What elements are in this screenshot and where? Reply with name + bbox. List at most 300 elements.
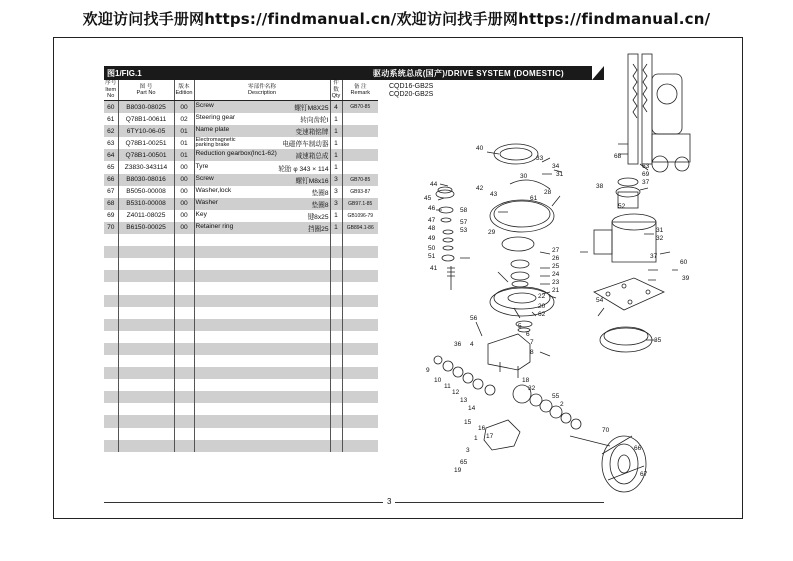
cell-item: 70 [104, 222, 118, 234]
table-row [104, 234, 378, 246]
cell-edition [174, 379, 194, 391]
cell-qty [330, 343, 342, 355]
cell-remark [342, 113, 378, 125]
callout-number: 49 [428, 235, 436, 242]
cell-qty [330, 403, 342, 415]
cell-qty [330, 379, 342, 391]
callout-number: 40 [476, 145, 484, 152]
cell-remark [342, 428, 378, 440]
table-row [104, 198, 378, 210]
cell-item: 68 [104, 198, 118, 210]
cell-description [194, 367, 330, 379]
cell-remark [342, 355, 378, 367]
callout-number: 13 [460, 397, 468, 404]
cell-edition: 00 [174, 222, 194, 234]
cell-edition [174, 428, 194, 440]
callout-number: 35 [654, 337, 662, 344]
description-cn: 挡圈25 [307, 225, 329, 233]
cell-remark: GB894.1-86 [342, 222, 378, 234]
description-en: Reduction gearbox(lnc1-62) [195, 150, 277, 158]
cell-item [104, 307, 118, 319]
table-header-row [104, 80, 378, 101]
callout-number: 31 [556, 171, 564, 178]
callout-number: 2 [560, 401, 564, 408]
cell-edition: 00 [174, 161, 194, 173]
cell-item [104, 428, 118, 440]
table-row [104, 161, 378, 173]
callout-number: 57 [460, 219, 468, 226]
cell-edition [174, 246, 194, 258]
cell-description [194, 282, 330, 294]
page-number: 3 [383, 497, 395, 506]
cell-item: 69 [104, 210, 118, 222]
callout-number: 29 [488, 229, 496, 236]
column-header-part: 图 号 Part No [118, 80, 174, 101]
callout-number: 60 [680, 259, 688, 266]
cell-remark [342, 319, 378, 331]
cell-item [104, 440, 118, 452]
cell-description [194, 307, 330, 319]
cell-part-no [118, 367, 174, 379]
cell-qty [330, 246, 342, 258]
description-cn: 螺钉M8X25 [294, 105, 329, 113]
callout-number: 24 [552, 271, 560, 278]
cell-remark [342, 270, 378, 282]
cell-description [194, 174, 330, 186]
figure-title: 驱动系统总成(国产)/DRIVE SYSTEM (DOMESTIC) [372, 69, 564, 78]
callout-number: 22 [538, 293, 546, 300]
description-cn: 螺钉M8x16 [295, 177, 329, 185]
cell-remark [342, 161, 378, 173]
callout-number: 23 [552, 279, 560, 286]
cell-remark [342, 343, 378, 355]
cell-part-no [118, 307, 174, 319]
table-row [104, 101, 378, 114]
cell-edition: 00 [174, 186, 194, 198]
cell-part-no [118, 282, 174, 294]
cell-description [194, 137, 330, 149]
callout-number: 1 [474, 435, 478, 442]
callout-number: 37 [650, 253, 658, 260]
table-row [104, 428, 378, 440]
cell-remark [342, 149, 378, 161]
callout-number: 66 [634, 445, 642, 452]
cell-description [194, 428, 330, 440]
table-row [104, 210, 378, 222]
cell-remark: GB1096-79 [347, 212, 374, 219]
cell-description [194, 125, 330, 137]
cell-qty: 1 [330, 161, 342, 173]
cell-remark [342, 379, 378, 391]
callout-number: 19 [454, 467, 462, 474]
callout-number: 7 [530, 339, 534, 346]
cell-part-no [118, 428, 174, 440]
callout-number: 34 [552, 163, 560, 170]
cell-remark: GB70-85 [342, 174, 378, 186]
cell-edition [174, 403, 194, 415]
table-row [104, 343, 378, 355]
cell-description [194, 270, 330, 282]
callout-number: 48 [428, 225, 436, 232]
callout-number: 39 [682, 275, 690, 282]
cell-item [104, 270, 118, 282]
cell-remark: GB97.1-85 [342, 198, 378, 210]
cell-remark [342, 258, 378, 270]
callout-number: 16 [478, 425, 486, 432]
cell-description [194, 210, 330, 222]
description-en: Tyre [195, 162, 209, 170]
cell-qty [330, 391, 342, 403]
callout-number: 56 [470, 315, 478, 322]
callout-number: 41 [430, 265, 438, 272]
cell-description [194, 234, 330, 246]
cell-item [104, 403, 118, 415]
cell-item: 61 [104, 113, 118, 125]
callout-number: 10 [434, 377, 442, 384]
table-row [104, 149, 378, 161]
cell-qty: 3 [330, 198, 342, 210]
table-row [104, 113, 378, 125]
cell-part-no [118, 355, 174, 367]
callout-number: 25 [552, 263, 560, 270]
cell-qty [330, 331, 342, 343]
cell-qty [330, 415, 342, 427]
description-cn: 电磁停车制动器 [282, 140, 329, 148]
callout-number: 63 [642, 163, 650, 170]
cell-edition: 02 [174, 113, 194, 125]
cell-edition [174, 270, 194, 282]
callout-number: 30 [520, 173, 528, 180]
description-en: Name plate [195, 126, 230, 134]
cell-remark [342, 367, 378, 379]
cell-item: 64 [104, 149, 118, 161]
cell-edition [174, 355, 194, 367]
callout-number: 28 [544, 189, 552, 196]
column-header-description: 零部件名称 Description [194, 80, 330, 101]
cell-description [194, 222, 330, 234]
cell-description [194, 391, 330, 403]
cell-edition: 01 [174, 125, 194, 137]
cell-description [194, 149, 330, 161]
description-cn: 轮胎 φ 343 × 114 [278, 165, 329, 173]
cell-qty: 3 [330, 174, 342, 186]
cell-item [104, 367, 118, 379]
table-row [104, 174, 378, 186]
cell-edition [174, 440, 194, 452]
table-row [104, 331, 378, 343]
cell-item: 65 [104, 161, 118, 173]
table-row [104, 186, 378, 198]
parts-table [104, 80, 378, 452]
cell-item [104, 391, 118, 403]
cell-remark [342, 440, 378, 452]
footer-rule [104, 502, 604, 503]
cell-edition [174, 415, 194, 427]
callout-number: 54 [596, 297, 604, 304]
callout-number: 32 [656, 235, 664, 242]
cell-edition [174, 367, 194, 379]
callout-number: 55 [552, 393, 560, 400]
column-header-remark: 备 注 Remark [342, 80, 378, 101]
cell-item: 66 [104, 174, 118, 186]
callout-number: 47 [428, 217, 436, 224]
cell-description [194, 379, 330, 391]
cell-edition [174, 295, 194, 307]
cell-qty: 1 [330, 149, 342, 161]
cell-qty [330, 270, 342, 282]
callout-number: 20 [538, 303, 546, 310]
callout-number: 61 [530, 195, 538, 202]
cell-item [104, 343, 118, 355]
cell-remark [342, 307, 378, 319]
cell-part-no [118, 379, 174, 391]
cell-remark [342, 234, 378, 246]
cell-part-no [118, 258, 174, 270]
cell-description [194, 258, 330, 270]
cell-description [194, 101, 330, 114]
cell-part-no: B5310-00008 [118, 198, 174, 210]
table-row [104, 258, 378, 270]
column-header-item: 序号 Item No [105, 80, 117, 100]
cell-qty: 3 [330, 186, 342, 198]
cell-item [104, 234, 118, 246]
cell-remark: GB93-87 [350, 188, 371, 195]
cell-remark [342, 246, 378, 258]
cell-edition [174, 307, 194, 319]
callout-number: 44 [430, 181, 438, 188]
cell-edition: 00 [174, 210, 194, 222]
description-en: Washer [195, 198, 218, 206]
callout-number: 38 [596, 183, 604, 190]
cell-part-no: Z3830-343114 [118, 161, 174, 173]
cell-edition [174, 331, 194, 343]
table-row [104, 125, 378, 137]
callout-number: 51 [428, 253, 436, 260]
cell-description [194, 161, 330, 173]
table-row [104, 391, 378, 403]
callout-number: 31 [656, 227, 664, 234]
callout-number: 6 [526, 331, 530, 338]
cell-qty [330, 428, 342, 440]
description-cn: 垫圈8 [311, 189, 329, 197]
cell-part-no [118, 319, 174, 331]
model-name: CQD20-GB2S [389, 91, 434, 98]
figure-number: 图1/FIG.1 [107, 69, 142, 78]
cell-description [194, 331, 330, 343]
cell-edition: 00 [174, 198, 194, 210]
model-name: CQD16-GB2S [389, 83, 434, 90]
cell-edition [174, 282, 194, 294]
cell-part-no [118, 295, 174, 307]
cell-remark [342, 391, 378, 403]
cell-part-no [118, 331, 174, 343]
cell-edition: 00 [174, 174, 194, 186]
cell-part-no [118, 403, 174, 415]
callout-number: 17 [486, 433, 494, 440]
cell-edition: 00 [174, 101, 194, 114]
callout-number: 5 [518, 323, 522, 330]
table-row [104, 367, 378, 379]
cell-part-no [118, 391, 174, 403]
description-en: Key [195, 210, 207, 218]
cell-part-no: Z4011-08025 [118, 210, 174, 222]
cell-item [104, 246, 118, 258]
table-row [104, 295, 378, 307]
description-cn: 键8x25 [307, 213, 329, 221]
callout-number: 33 [536, 155, 544, 162]
callout-number: 46 [428, 205, 436, 212]
cell-qty: 4 [330, 101, 342, 114]
cell-edition [174, 258, 194, 270]
cell-remark [342, 295, 378, 307]
column-header-qty: 件数 Qty [331, 80, 341, 100]
cell-remark [342, 125, 378, 137]
callout-number: 9 [426, 367, 430, 374]
cell-item: 63 [104, 137, 118, 149]
cell-item: 60 [104, 101, 118, 114]
cell-item: 62 [104, 125, 118, 137]
callout-number: 70 [602, 427, 610, 434]
cell-qty: 1 [330, 210, 342, 222]
cell-part-no [118, 234, 174, 246]
watermark-banner: 欢迎访问找手册网https://findmanual.cn/欢迎访问找手册网https://findmanual.cn/ [82, 10, 711, 28]
cell-item [104, 415, 118, 427]
cell-qty [330, 367, 342, 379]
callout-number: 3 [466, 447, 470, 454]
cell-description [194, 415, 330, 427]
cell-part-no: B8030-08016 [118, 174, 174, 186]
table-row [104, 403, 378, 415]
cell-qty [330, 440, 342, 452]
callout-number: 52 [618, 203, 626, 210]
table-row [104, 282, 378, 294]
cell-edition [174, 343, 194, 355]
callout-number: 65 [460, 459, 468, 466]
cell-part-no: Q78B1-00611 [118, 113, 174, 125]
forklift-icon [618, 54, 690, 172]
cell-item: 67 [104, 186, 118, 198]
description-en: Electromagnetic parking brake [195, 137, 236, 149]
callout-number: 50 [428, 245, 436, 252]
cell-part-no: B6150-00025 [118, 222, 174, 234]
callout-number: 27 [552, 247, 560, 254]
cell-edition [174, 391, 194, 403]
cell-qty: 1 [330, 222, 342, 234]
cell-remark [342, 137, 378, 149]
cell-qty [330, 307, 342, 319]
cell-part-no: B8030-08025 [118, 101, 174, 114]
cell-description [194, 319, 330, 331]
cell-description [194, 186, 330, 198]
table-row [104, 270, 378, 282]
description-en: Washer,lock [195, 186, 232, 194]
cell-remark [342, 331, 378, 343]
cell-remark [342, 415, 378, 427]
cell-edition [174, 234, 194, 246]
column-header-edition: 版本 Edition [174, 80, 194, 101]
callout-number: 36 [454, 341, 462, 348]
callout-number: 62 [538, 311, 546, 318]
callout-number: 12 [452, 389, 460, 396]
cell-description [194, 198, 330, 210]
cell-description [194, 246, 330, 258]
table-row [104, 379, 378, 391]
cell-edition: 01 [174, 137, 194, 149]
callout-number: 8 [530, 349, 534, 356]
callout-number: 21 [552, 287, 560, 294]
callout-number: 14 [468, 405, 476, 412]
description-cn: 变速箱铭牌 [295, 129, 329, 137]
description-en: Screw [195, 174, 214, 182]
callout-number: 45 [424, 195, 432, 202]
cell-qty [330, 258, 342, 270]
cell-part-no: 6TY10-06-05 [118, 125, 174, 137]
table-row [104, 415, 378, 427]
cell-qty: 1 [330, 113, 342, 125]
cell-qty: 1 [330, 125, 342, 137]
cell-item [104, 258, 118, 270]
cell-qty [330, 355, 342, 367]
cell-qty [330, 319, 342, 331]
cell-item [104, 295, 118, 307]
cell-remark: GB70-85 [342, 101, 378, 114]
cell-part-no: B5050-00008 [118, 186, 174, 198]
callout-number: 68 [614, 153, 622, 160]
cell-edition: 01 [174, 149, 194, 161]
cell-qty: 1 [330, 137, 342, 149]
cell-edition [174, 319, 194, 331]
description-cn: 垫圈8 [311, 201, 329, 209]
table-row [104, 355, 378, 367]
cell-part-no [118, 343, 174, 355]
callout-number: 11 [444, 383, 451, 390]
description-en: Screw [195, 102, 214, 110]
cell-part-no: Q78B1-00501 [118, 149, 174, 161]
cell-description [194, 113, 330, 125]
description-cn: 减速箱总成 [295, 153, 329, 161]
cell-description [194, 355, 330, 367]
cell-item [104, 355, 118, 367]
callout-number: 53 [460, 227, 468, 234]
callout-number: 43 [490, 191, 498, 198]
description-cn: 转向齿轮I [300, 117, 329, 125]
callout-number: 42 [476, 185, 484, 192]
callout-number: 67 [640, 471, 648, 478]
callout-number: 69 [642, 171, 650, 178]
cell-description [194, 440, 330, 452]
callout-number: 4 [470, 341, 474, 348]
cell-qty [330, 295, 342, 307]
cell-description [194, 403, 330, 415]
callout-number: 18 [522, 377, 530, 384]
cell-remark [342, 403, 378, 415]
cell-description [194, 343, 330, 355]
cell-description [194, 295, 330, 307]
table-row [104, 222, 378, 234]
cell-part-no [118, 440, 174, 452]
table-row [104, 137, 378, 149]
cell-item [104, 331, 118, 343]
cell-item [104, 379, 118, 391]
table-row [104, 440, 378, 452]
cell-remark [342, 282, 378, 294]
table-row [104, 319, 378, 331]
cell-part-no [118, 246, 174, 258]
callout-number: 32 [528, 385, 536, 392]
table-row [104, 307, 378, 319]
description-en: Retainer ring [195, 222, 234, 230]
table-row [104, 246, 378, 258]
